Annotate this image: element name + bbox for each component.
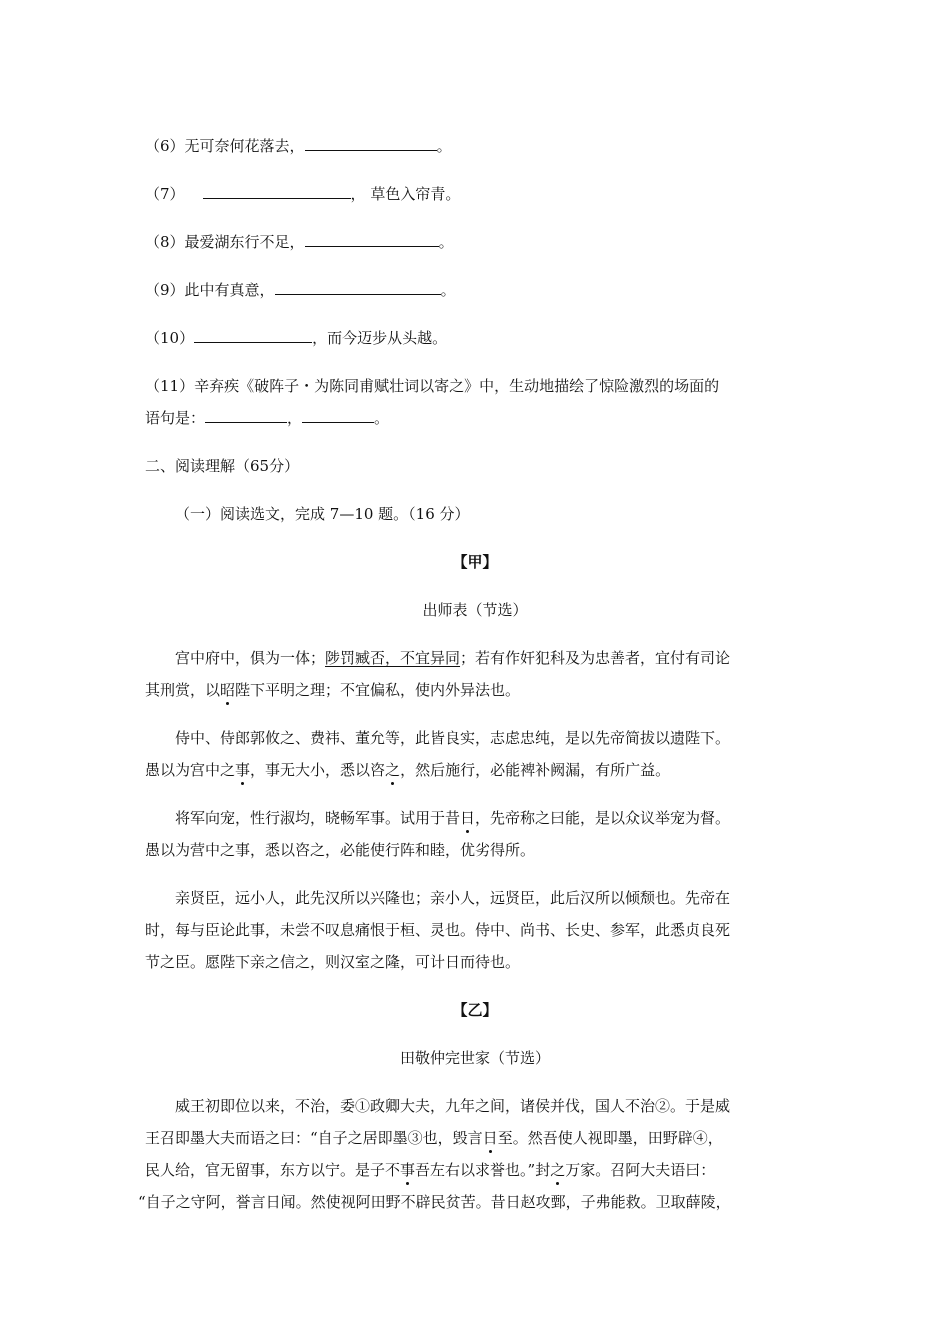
paragraph-line: “自子之守阿，誉言日闻。然使视阿田野不辟民贫苦。昔日赵攻鄄，子弗能救。卫取薛陵， (138, 1193, 731, 1211)
dotted-character: 之 (550, 1161, 566, 1179)
dotted-character: 日 (482, 1129, 498, 1147)
paragraph-line: 愚以为宫中之事，事无大小，悉以咨之，然后施行，必能裨补阙漏，有所广益。 (145, 761, 671, 779)
question-11-line2 (145, 407, 389, 429)
section-heading: 二、阅读理解（65分） (145, 457, 300, 475)
passage-title: 出师表（节选） (422, 601, 528, 619)
paragraph-line: 亲贤臣，远小人，此先汉所以兴隆也；亲小人，远贤臣，此后汉所以倾颓也。先帝在 (175, 889, 731, 907)
question-number: （6） (145, 137, 185, 155)
answer-blank[interactable] (194, 327, 312, 343)
question-11-line1 (145, 375, 719, 397)
answer-blank[interactable] (302, 407, 374, 423)
question-text: ， 草色入帘青。 (350, 185, 461, 203)
dotted-character: 事 (235, 761, 251, 779)
question-6 (145, 135, 452, 157)
question-number: （10） (145, 329, 195, 347)
underlined-phrase: 陟罚臧否，不宜异同 (325, 649, 461, 667)
question-10 (145, 327, 447, 349)
question-7 (145, 183, 460, 205)
paragraph-line: 王召即墨大夫而语之曰：“自子之居即墨③也，毁言日至。然吾使人视即墨，田野辟④， (145, 1129, 723, 1147)
paragraph-line: 宫中府中，俱为一体；陟罚臧否，不宜异同；若有作奸犯科及为忠善者，宜付有司论 (175, 649, 731, 667)
answer-blank[interactable] (275, 279, 441, 295)
paragraph-line: 节之臣。愿陛下亲之信之，则汉室之隆，可计日而待也。 (145, 953, 521, 971)
paragraph-line: 时，每与臣论此事，未尝不叹息痛恨于桓、灵也。侍中、尚书、长史、参军，此悉贞良死 (145, 921, 731, 939)
passage-title: 田敬仲完世家（节选） (399, 1049, 550, 1067)
answer-blank[interactable] (205, 407, 287, 423)
paragraph-line: 其刑赏，以昭陛下平明之理；不宜偏私，使内外异法也。 (145, 681, 521, 699)
question-text: 。 (440, 281, 456, 299)
dotted-character: 昭 (220, 681, 236, 699)
question-9 (145, 279, 456, 301)
question-text: ，而今迈步从头越。 (312, 329, 448, 347)
separator: 。 (374, 409, 390, 427)
question-number: （8） (145, 233, 185, 251)
question-text: 。 (438, 233, 454, 251)
paragraph-line: 将军向宠，性行淑均，晓畅军事。试用于昔日，先帝称之曰能，是以众议举宠为督。 (175, 809, 731, 827)
question-text: 无可奈何花落去， (184, 137, 305, 155)
answer-blank[interactable] (203, 183, 351, 199)
question-text: 。 (436, 137, 452, 155)
paragraph-line: 侍中、侍郎郭攸之、费祎、董允等，此皆良实，志虑忠纯，是以先帝简拔以遗陛下。 (175, 729, 731, 747)
dotted-character: 事 (400, 1161, 416, 1179)
question-number: （9） (145, 281, 185, 299)
paragraph-line: 民人给，官无留事，东方以宁。是子不事吾左右以求誉也。”封之万家。召阿大夫语曰： (145, 1161, 716, 1179)
paragraph-line: 愚以为营中之事，悉以咨之，必能使行阵和睦，优劣得所。 (145, 841, 536, 859)
passage-marker-yi: 【乙】 (452, 1001, 498, 1019)
question-number: （7） (145, 185, 185, 203)
passage-marker-jia: 【甲】 (452, 553, 498, 571)
question-text: 此中有真意， (184, 281, 275, 299)
question-text: 最爱湖东行不足， (184, 233, 305, 251)
separator: ， (287, 409, 303, 427)
dotted-character: 之 (385, 761, 401, 779)
answer-blank[interactable] (305, 135, 437, 151)
paragraph-line: 威王初即位以来，不治，委①政卿大夫，九年之间，诸侯并伐，国人不治②。于是威 (175, 1097, 731, 1115)
part-heading: （一）阅读选文，完成 7—10 题。（16 分） (175, 505, 470, 523)
question-text: （11）辛弃疾《破阵子・为陈同甫赋壮词以寄之》中，生动地描绘了惊险激烈的场面的 (145, 377, 720, 395)
question-8 (145, 231, 454, 253)
dotted-character: 日 (460, 809, 476, 827)
answer-blank[interactable] (305, 231, 439, 247)
question-text: 语句是： (145, 409, 206, 427)
